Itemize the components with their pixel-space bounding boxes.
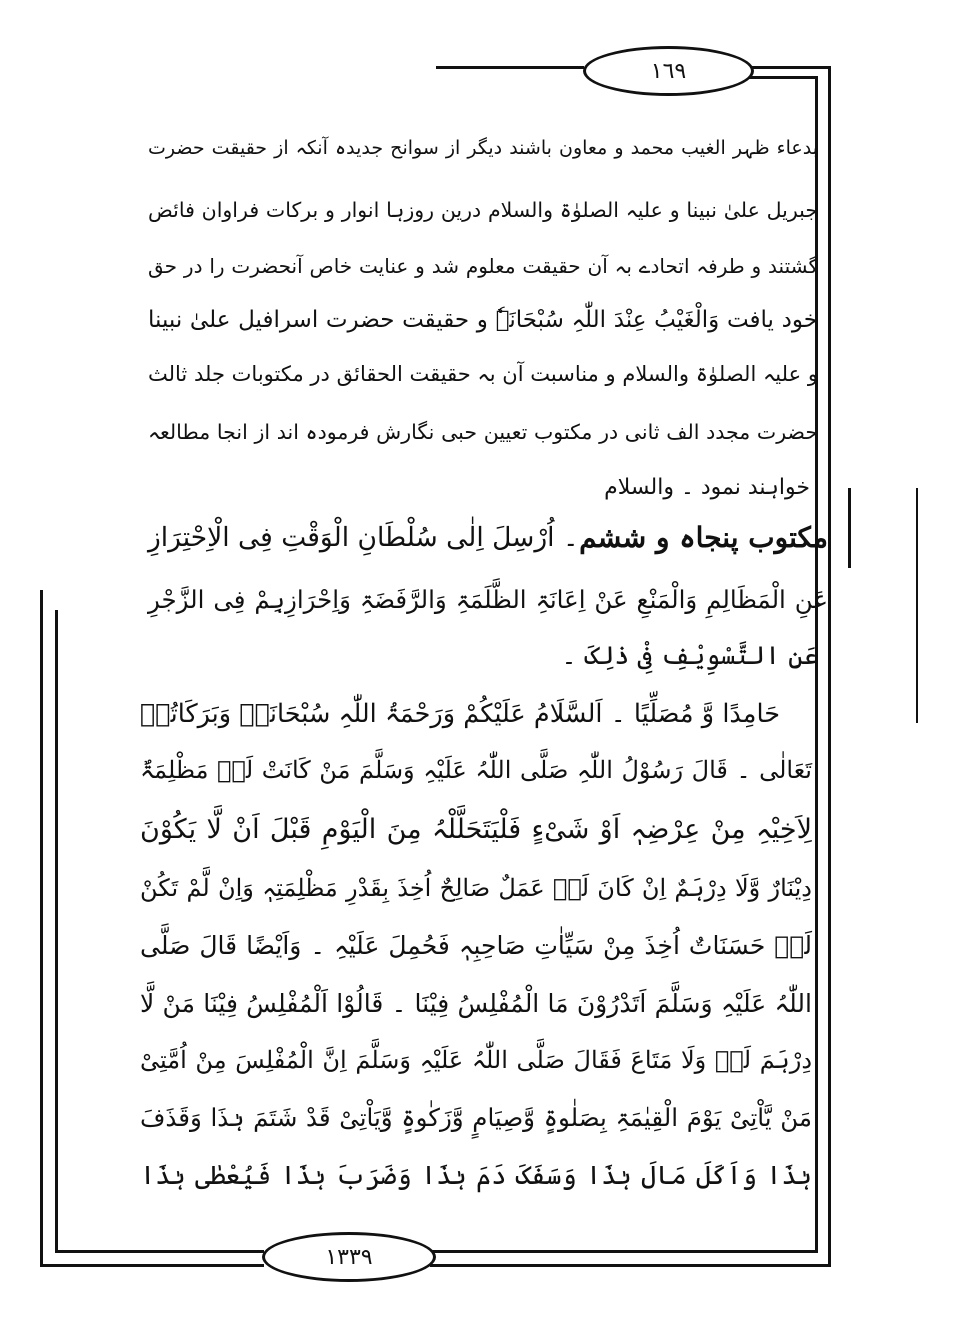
- text-line: خود یافت وَالْغَیْبُ عِنْدَ اللّٰہِ سُبْحَانَہٗ و حقیقت حضرت اسرافیل علیٰ نبینا: [148, 307, 818, 333]
- text-line: مَنْ یَّاْتِیْ یَوْمَ الْقِیٰمَۃِ بِصَلٰوۃٍ وَّصِیَامٍ وَّزَکٰوۃٍ وَّیَاْتِیْ قَدْ شَتَمَ ہٰذَا وَقَذَفَ: [140, 1103, 812, 1132]
- frame-bottom-inner-right: [430, 1250, 818, 1253]
- text-line: لِاَخِیْہِ مِنْ عِرْضِہٖ اَوْ شَیْءٍ فَلْیَتَحَلَّلْہُ مِنَ الْیَوْمِ قَبْلَ اَنْ لَّا یَکُوْنَ: [140, 814, 812, 845]
- text-line: اللّٰہُ عَلَیْہِ وَسَلَّمَ اَتَدْرُوْنَ مَا الْمُفْلِسُ فِیْنَا ۔ قَالُوْا اَلْمُفْلِسُ فِیْنَا مَنْ لَّا: [140, 989, 812, 1018]
- text-line: حَامِدًا وَّ مُصَلِّیًا ۔ اَلسَّلَامُ عَلَیْکُمْ وَرَحْمَۃُ اللّٰہِ سُبْحَانَہٗ وَبَرَکَاتُہٗ: [140, 699, 780, 729]
- text-line: تَعَالٰی ۔ قَالَ رَسُوْلُ اللّٰہِ صَلَّی اللّٰہُ عَلَیْہِ وَسَلَّمَ مَنْ کَانَتْ لَہٗ مَظْلِمَۃٌ: [140, 756, 812, 784]
- top-page-number: ١٦٩: [650, 58, 687, 84]
- text-line: و علیہ الصلوٰۃ والسلام و مناسبت آن بہ حقیقت الحقائق در مکتوبات جلد ثالث: [148, 362, 818, 386]
- letter-heading-line-1: [148, 518, 828, 558]
- text-line: دِرْہَمَ لَہٗ وَلَا مَتَاعَ فَقَالَ صَلَّی اللّٰہُ عَلَیْہِ وَسَلَّمَ اِنَّ الْمُفْلِسَ مِنْ اُمَّتِیْ: [140, 1046, 812, 1074]
- frame-left-outer: [40, 590, 43, 1266]
- text-line: جبریل علیٰ نبینا و علیہ الصلوٰۃ والسلام درین روزہا انوار و برکات فراوان فائض: [148, 198, 818, 222]
- frame-bottom-outer-right: [430, 1264, 831, 1267]
- frame-top-outer: [747, 66, 829, 69]
- text-line: ہٰذَا وَاَکَلَ مَالَ ہٰذَا وَسَفَکَ دَمَ ہٰذَا وَضَرَبَ ہٰذَا فَیُعْطٰی ہٰذَا: [140, 1161, 812, 1191]
- text-line: لَہٗ حَسَنَاتٌ اُخِذَ مِنْ سَیِّاٰتِ صَاحِبِہٖ فَحُمِلَ عَلَیْہِ ۔ وَاَیْضًا قَالَ صَلَّی: [140, 931, 812, 960]
- letter-subject-start: ۔ اُرْسِلَ اِلٰی سُلْطَانِ الْوَقْتِ فِی الْاِحْتِرَازِ: [148, 522, 579, 553]
- frame-left-inner: [55, 610, 58, 1252]
- text-line: خواہند نمود ۔ والسلام: [604, 475, 810, 500]
- text-line: بدعاء ظہر الغیب محمد و معاون باشند دیگر از سوانح جدیدہ آنکہ از حقیقت حضرت: [148, 137, 818, 159]
- top-page-number-oval: [583, 46, 754, 96]
- frame-top-left: [436, 66, 584, 69]
- letter-heading-line-3: عَنِ التَّسْوِیْفِ فِیْ ذٰلِکَ ۔: [561, 641, 818, 671]
- bottom-page-number-oval: [262, 1232, 436, 1282]
- frame-left-mid-outer: [916, 488, 918, 723]
- frame-bottom-outer-left: [40, 1264, 264, 1267]
- frame-bottom-inner-left: [55, 1250, 264, 1253]
- letter-heading-line-2: عَنِ الْمَظَالِمِ وَالْمَنْعِ عَنْ اِعَانَۃِ الظَّلَمَۃِ وَالرَّفَضَۃِ وَاِحْرَازِہِمْ فِی الزَّجْرِ: [148, 585, 828, 614]
- text-line: حضرت مجدد الف ثانی در مکتوب تعیین حبی نگارش فرمودہ اند از انجا مطالعہ: [148, 420, 818, 444]
- letter-title: مکتوب پنجاہ و ششم: [579, 521, 828, 554]
- text-line: دِیْنَارٌ وَّلَا دِرْہَمٌ اِنْ کَانَ لَہٗ عَمَلٌ صَالِحٌ اُخِذَ بِقَدْرِ مَظْلِمَتِہٖ وَاِنْ لَّمْ تَکُنْ: [140, 874, 812, 902]
- frame-right-outer: [828, 66, 831, 1266]
- frame-top-inner: [747, 76, 815, 79]
- bottom-page-number: ١٣٣٩: [325, 1244, 373, 1270]
- frame-right-innermost: [848, 488, 851, 568]
- text-line: گشتند و طرفہ اتحادے بہ آن حقیقت معلوم شد و عنایت خاص آنحضرت را در حق: [148, 254, 818, 278]
